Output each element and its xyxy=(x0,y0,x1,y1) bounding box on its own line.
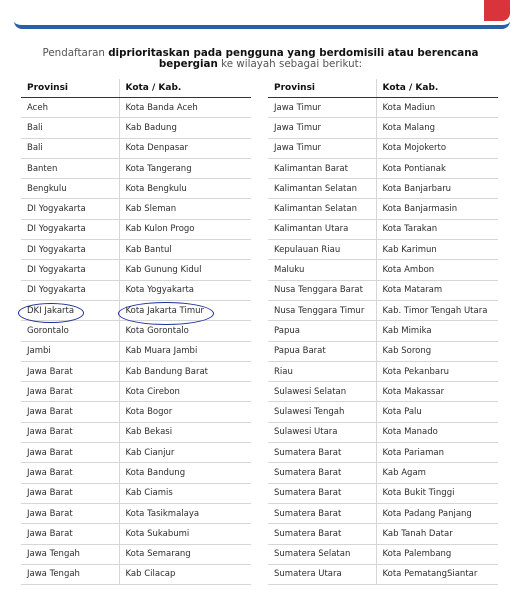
table-row xyxy=(21,138,251,158)
table-row xyxy=(268,361,498,381)
table-row xyxy=(21,341,251,361)
province-cell: Kalimantan Selatan xyxy=(268,199,376,219)
province-cell: Papua Barat xyxy=(268,341,376,361)
city-cell: Kab Bandung Barat xyxy=(119,361,251,381)
city-cell: Kota Ambon xyxy=(376,260,498,280)
table-row xyxy=(268,321,498,341)
table-row xyxy=(21,199,251,219)
province-cell: Jawa Timur xyxy=(268,138,376,158)
province-cell: Kalimantan Selatan xyxy=(268,179,376,199)
province-cell: Jawa Barat xyxy=(21,361,119,381)
city-cell: Kota Pariaman xyxy=(376,443,498,463)
table-row xyxy=(268,463,498,483)
province-cell: Jawa Barat xyxy=(21,483,119,503)
table-row xyxy=(268,179,498,199)
city-cell: Kota Bukit Tinggi xyxy=(376,483,498,503)
province-cell: Banten xyxy=(21,158,119,178)
table-row xyxy=(268,402,498,422)
province-cell: Sulawesi Tengah xyxy=(268,402,376,422)
city-cell: Kota Bogor xyxy=(119,402,251,422)
intro-part2: ke wilayah sebagai berikut: xyxy=(217,58,363,70)
province-cell: Kalimantan Barat xyxy=(268,158,376,178)
table-row xyxy=(21,98,251,118)
province-cell: Bengkulu xyxy=(21,179,119,199)
province-cell: Jawa Barat xyxy=(21,463,119,483)
city-cell: Kab Cianjur xyxy=(119,443,251,463)
region-table-right xyxy=(268,79,498,585)
table-row xyxy=(21,219,251,239)
city-cell: Kab Cilacap xyxy=(119,564,251,584)
city-cell: Kota Palu xyxy=(376,402,498,422)
table-row xyxy=(21,179,251,199)
province-cell: Jawa Timur xyxy=(268,118,376,138)
intro-text xyxy=(20,48,501,70)
province-cell: Sumatera Utara xyxy=(268,564,376,584)
city-cell: Kota Bengkulu xyxy=(119,179,251,199)
city-cell: Kab Sorong xyxy=(376,341,498,361)
province-cell: Sumatera Barat xyxy=(268,483,376,503)
table-row xyxy=(268,544,498,564)
table-row xyxy=(268,524,498,544)
table-row xyxy=(21,260,251,280)
table-row xyxy=(268,138,498,158)
table-row xyxy=(21,422,251,442)
region-table-left xyxy=(21,79,251,585)
city-cell: Kota Tarakan xyxy=(376,219,498,239)
province-cell: Nusa Tenggara Barat xyxy=(268,280,376,300)
province-cell: Sumatera Barat xyxy=(268,503,376,523)
table-row xyxy=(21,402,251,422)
province-cell: DI Yogyakarta xyxy=(21,240,119,260)
province-cell: Sumatera Barat xyxy=(268,443,376,463)
province-cell: Bali xyxy=(21,138,119,158)
city-cell: Kota Banjarmasin xyxy=(376,199,498,219)
province-cell: Jawa Tengah xyxy=(21,544,119,564)
province-cell: Aceh xyxy=(21,98,119,118)
table-row xyxy=(268,382,498,402)
city-cell: Kab Mimika xyxy=(376,321,498,341)
province-cell: Nusa Tenggara Timur xyxy=(268,300,376,320)
table-row xyxy=(268,118,498,138)
city-cell: Kab Gunung Kidul xyxy=(119,260,251,280)
city-cell: Kota Tangerang xyxy=(119,158,251,178)
city-cell: Kab Bekasi xyxy=(119,422,251,442)
city-cell: Kota Makassar xyxy=(376,382,498,402)
table-row xyxy=(21,483,251,503)
table-row xyxy=(21,158,251,178)
table-row xyxy=(21,503,251,523)
province-cell: Jawa Barat xyxy=(21,422,119,442)
province-cell: Jawa Barat xyxy=(21,503,119,523)
table-row xyxy=(268,280,498,300)
table-row xyxy=(268,564,498,584)
province-cell: Jawa Barat xyxy=(21,382,119,402)
city-cell: Kota Pontianak xyxy=(376,158,498,178)
table-row xyxy=(268,422,498,442)
table-row xyxy=(21,443,251,463)
intro-part1: Pendaftaran xyxy=(42,47,109,59)
city-cell: Kab Ciamis xyxy=(119,483,251,503)
city-cell: Kab Tanah Datar xyxy=(376,524,498,544)
table-row xyxy=(268,503,498,523)
city-cell: Kota Malang xyxy=(376,118,498,138)
header-provinsi: Provinsi xyxy=(268,79,376,98)
table-row xyxy=(268,341,498,361)
city-cell: Kota Bandung xyxy=(119,463,251,483)
header-kota: Kota / Kab. xyxy=(119,79,251,98)
table-row xyxy=(21,240,251,260)
city-cell: Kota Mataram xyxy=(376,280,498,300)
province-cell: Bali xyxy=(21,118,119,138)
table-row xyxy=(268,240,498,260)
province-cell: Sulawesi Utara xyxy=(268,422,376,442)
city-cell: Kota Padang Panjang xyxy=(376,503,498,523)
province-cell: DI Yogyakarta xyxy=(21,260,119,280)
header-kota: Kota / Kab. xyxy=(376,79,498,98)
annotation-circle-province xyxy=(18,303,84,323)
table-row xyxy=(21,524,251,544)
city-cell: Kota Manado xyxy=(376,422,498,442)
table-row xyxy=(21,382,251,402)
table-row xyxy=(268,219,498,239)
city-cell: Kota Cirebon xyxy=(119,382,251,402)
city-cell: Kota Denpasar xyxy=(119,138,251,158)
city-cell: Kota PematangSiantar xyxy=(376,564,498,584)
province-cell: Maluku xyxy=(268,260,376,280)
table-row xyxy=(21,118,251,138)
table-row xyxy=(268,483,498,503)
province-cell: Kalimantan Utara xyxy=(268,219,376,239)
city-cell: Kota Sukabumi xyxy=(119,524,251,544)
city-cell: Kota Jakarta Timur xyxy=(119,300,251,320)
table-row xyxy=(21,280,251,300)
province-cell: Jambi xyxy=(21,341,119,361)
province-cell: Jawa Timur xyxy=(268,98,376,118)
table-header-row xyxy=(268,79,498,98)
table-row xyxy=(268,260,498,280)
table-row xyxy=(21,321,251,341)
province-cell: Jawa Barat xyxy=(21,524,119,544)
province-cell: Sulawesi Selatan xyxy=(268,382,376,402)
province-cell: DI Yogyakarta xyxy=(21,199,119,219)
table-row xyxy=(21,361,251,381)
table-header-row xyxy=(21,79,251,98)
province-cell: DKI Jakarta xyxy=(21,300,119,320)
province-cell: DI Yogyakarta xyxy=(21,219,119,239)
table-row xyxy=(268,98,498,118)
table-row xyxy=(21,463,251,483)
city-cell: Kota Banda Aceh xyxy=(119,98,251,118)
province-cell: Jawa Barat xyxy=(21,443,119,463)
province-cell: Jawa Barat xyxy=(21,402,119,422)
province-cell: Kepulauan Riau xyxy=(268,240,376,260)
province-cell: Sumatera Barat xyxy=(268,463,376,483)
city-cell: Kab Sleman xyxy=(119,199,251,219)
city-cell: Kab Badung xyxy=(119,118,251,138)
city-cell: Kota Banjarbaru xyxy=(376,179,498,199)
flag-icon xyxy=(450,0,510,21)
city-cell: Kota Palembang xyxy=(376,544,498,564)
city-cell: Kota Pekanbaru xyxy=(376,361,498,381)
table-row xyxy=(21,564,251,584)
city-cell: Kota Mojokerto xyxy=(376,138,498,158)
header-provinsi: Provinsi xyxy=(21,79,119,98)
intro-bold: diprioritaskan pada pengguna yang berdomisili atau berencana bepergian xyxy=(108,47,479,70)
province-cell: Papua xyxy=(268,321,376,341)
province-cell: Sumatera Selatan xyxy=(268,544,376,564)
city-cell: Kab Agam xyxy=(376,463,498,483)
city-cell: Kab Kulon Progo xyxy=(119,219,251,239)
table-row xyxy=(268,300,498,320)
province-cell: DI Yogyakarta xyxy=(21,280,119,300)
province-cell: Sumatera Barat xyxy=(268,524,376,544)
header-bar xyxy=(14,0,510,29)
city-cell: Kota Yogyakarta xyxy=(119,280,251,300)
city-cell: Kab Muara Jambi xyxy=(119,341,251,361)
table-row xyxy=(21,544,251,564)
city-cell: Kota Tasikmalaya xyxy=(119,503,251,523)
table-row xyxy=(268,158,498,178)
city-cell: Kab Karimun xyxy=(376,240,498,260)
table-row xyxy=(268,199,498,219)
city-cell: Kota Gorontalo xyxy=(119,321,251,341)
city-cell: Kab. Timor Tengah Utara xyxy=(376,300,498,320)
province-cell: Gorontalo xyxy=(21,321,119,341)
province-cell: Jawa Tengah xyxy=(21,564,119,584)
city-cell: Kota Semarang xyxy=(119,544,251,564)
city-cell: Kota Madiun xyxy=(376,98,498,118)
table-row xyxy=(268,443,498,463)
annotation-circle-city xyxy=(118,302,214,325)
province-cell: Riau xyxy=(268,361,376,381)
city-cell: Kab Bantul xyxy=(119,240,251,260)
